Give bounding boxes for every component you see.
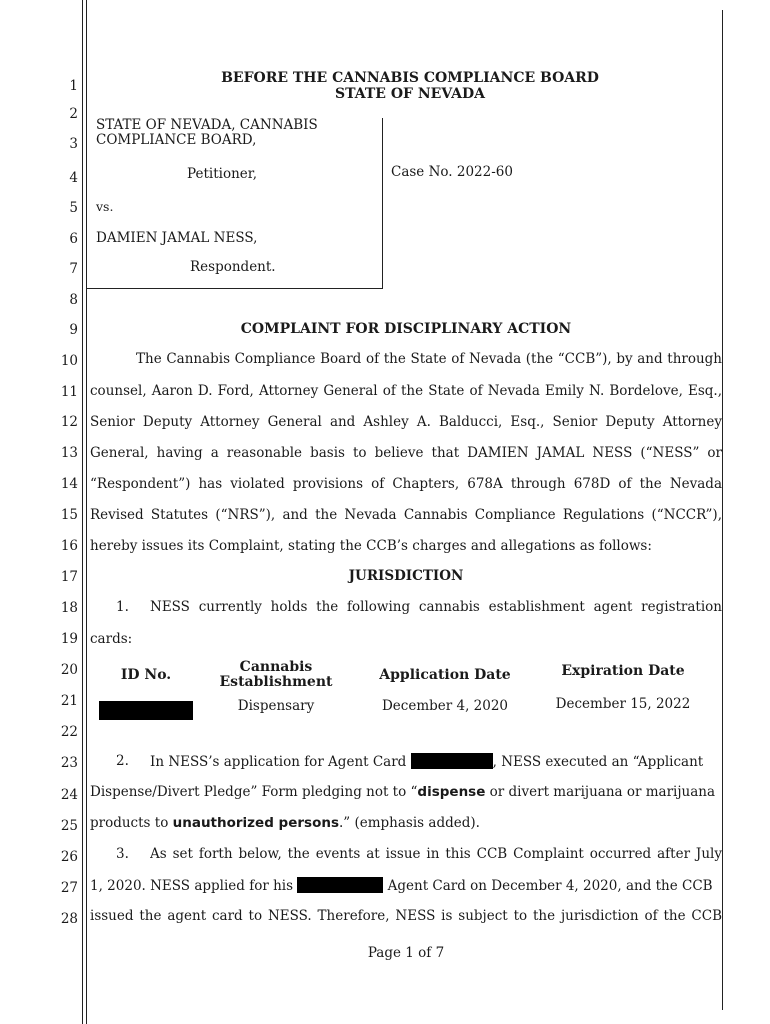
table-cell-expiration-date: December 15, 2022 — [555, 696, 691, 712]
document-title: COMPLAINT FOR DISCIPLINARY ACTION — [240, 321, 572, 337]
line-number: 24 — [60, 787, 78, 803]
intro-line-14: “Respondent”) has violated provisions of Chapters, 678A through 678D of the Nevada — [90, 476, 722, 492]
line-number: 18 — [60, 600, 78, 616]
redacted-agent-card-number — [411, 753, 493, 769]
line-number: 13 — [60, 445, 78, 461]
para2-line-25-text-b: .” (emphasis added). — [339, 815, 480, 831]
para2-line-23-text-b: , NESS executed an “Applicant — [492, 754, 704, 770]
line-number: 6 — [69, 231, 78, 247]
versus: vs. — [96, 199, 114, 214]
intro-line-16: hereby issues its Complaint, stating the CCB’s charges and allegations as follows: — [90, 538, 652, 554]
left-margin-rule-outer — [82, 0, 83, 1024]
line-number: 9 — [69, 322, 78, 338]
right-margin-rule — [722, 10, 723, 1010]
table-header-application-date: Application Date — [379, 667, 511, 683]
para3-line-26: As set forth below, the events at issue in this CCB Complaint occurred after July — [150, 846, 722, 862]
para1-line-19: cards: — [90, 631, 133, 647]
line-number: 3 — [69, 136, 78, 152]
line-number: 23 — [60, 755, 78, 771]
line-number: 26 — [60, 849, 78, 865]
table-cell-establishment: Dispensary — [237, 698, 315, 714]
para3-line-28: issued the agent card to NESS. Therefore, NESS is subject to the jurisdiction of the CCB — [90, 908, 722, 924]
paragraph-number: 2. — [116, 753, 129, 769]
petitioner-name-line-2: COMPLIANCE BOARD, — [96, 132, 257, 148]
line-number: 2 — [69, 106, 78, 122]
line-number: 4 — [69, 170, 78, 186]
para1-line-18: NESS currently holds the following cannabis establishment agent registration — [150, 599, 722, 615]
section-heading-jurisdiction: JURISDICTION — [348, 568, 464, 584]
line-number: 22 — [60, 724, 78, 740]
redacted-id-number — [99, 701, 193, 720]
line-number: 28 — [60, 911, 78, 927]
table-header-expiration-date: Expiration Date — [561, 663, 685, 679]
table-header-establishment-line-1: Cannabis — [239, 659, 313, 675]
intro-line-11: counsel, Aaron D. Ford, Attorney General of the State of Nevada Emily N. Bordelove, Esq., — [90, 383, 722, 399]
case-number: Case No. 2022-60 — [391, 164, 513, 180]
para2-line-23 — [150, 753, 703, 770]
intro-line-13: General, having a reasonable basis to believe that DAMIEN JAMAL NESS (“NESS” or — [90, 445, 722, 461]
para2-line-24 — [90, 784, 715, 800]
line-number: 12 — [60, 414, 78, 430]
para2-line-25-text-a: products to — [90, 815, 173, 831]
line-number: 21 — [60, 693, 78, 709]
caption-divider — [382, 118, 383, 288]
table-header-establishment-line-2: Establishment — [219, 674, 333, 690]
emphasis-unauthorized-persons: unauthorized persons — [172, 815, 339, 831]
line-number: 15 — [60, 507, 78, 523]
court-heading-line-2: STATE OF NEVADA — [335, 86, 485, 102]
table-header-id: ID No. — [120, 667, 172, 683]
line-number: 7 — [69, 261, 78, 277]
line-number: 19 — [60, 631, 78, 647]
respondent-name: DAMIEN JAMAL NESS, — [96, 230, 258, 246]
respondent-role: Respondent. — [190, 259, 276, 275]
intro-line-12: Senior Deputy Attorney General and Ashley A. Balducci, Esq., Senior Deputy Attorney — [90, 414, 722, 430]
paragraph-number: 3. — [116, 846, 129, 862]
para2-line-24-text-a: Dispense/Divert Pledge” Form pledging not to “ — [90, 784, 418, 800]
para2-line-25 — [90, 815, 480, 831]
line-number: 14 — [60, 476, 78, 492]
line-number: 25 — [60, 818, 78, 834]
intro-line-10: The Cannabis Compliance Board of the State of Nevada (the “CCB”), by and through — [136, 351, 722, 367]
line-number: 8 — [69, 292, 78, 308]
table-cell-application-date: December 4, 2020 — [381, 698, 509, 714]
line-number: 11 — [60, 384, 78, 400]
line-number: 1 — [69, 78, 78, 94]
line-number: 20 — [60, 662, 78, 678]
line-number: 10 — [60, 353, 78, 369]
page-footer: Page 1 of 7 — [367, 945, 445, 961]
redacted-agent-card-type — [297, 877, 383, 893]
petitioner-role: Petitioner, — [187, 166, 258, 182]
para3-line-27 — [90, 877, 713, 894]
para3-line-27-text-b: Agent Card on December 4, 2020, and the CCB — [387, 878, 713, 894]
line-number: 17 — [60, 569, 78, 585]
para2-line-23-text-a: In NESS’s application for Agent Card — [150, 754, 407, 770]
para2-line-24-text-b: or divert marijuana or marijuana — [485, 784, 716, 800]
line-number: 5 — [69, 200, 78, 216]
paragraph-number: 1. — [116, 599, 129, 615]
petitioner-name-line-1: STATE OF NEVADA, CANNABIS — [96, 117, 318, 133]
line-number: 27 — [60, 880, 78, 896]
caption-bottom-rule — [86, 288, 383, 289]
para3-line-27-text-a: 1, 2020. NESS applied for his — [90, 878, 294, 894]
court-heading-line-1: BEFORE THE CANNABIS COMPLIANCE BOARD — [221, 70, 599, 86]
intro-line-15: Revised Statutes (“NRS”), and the Nevada Cannabis Compliance Regulations (“NCCR”), — [90, 507, 722, 523]
line-number: 16 — [60, 538, 78, 554]
emphasis-dispense: dispense — [417, 784, 486, 800]
left-margin-rule-inner — [86, 0, 87, 1024]
